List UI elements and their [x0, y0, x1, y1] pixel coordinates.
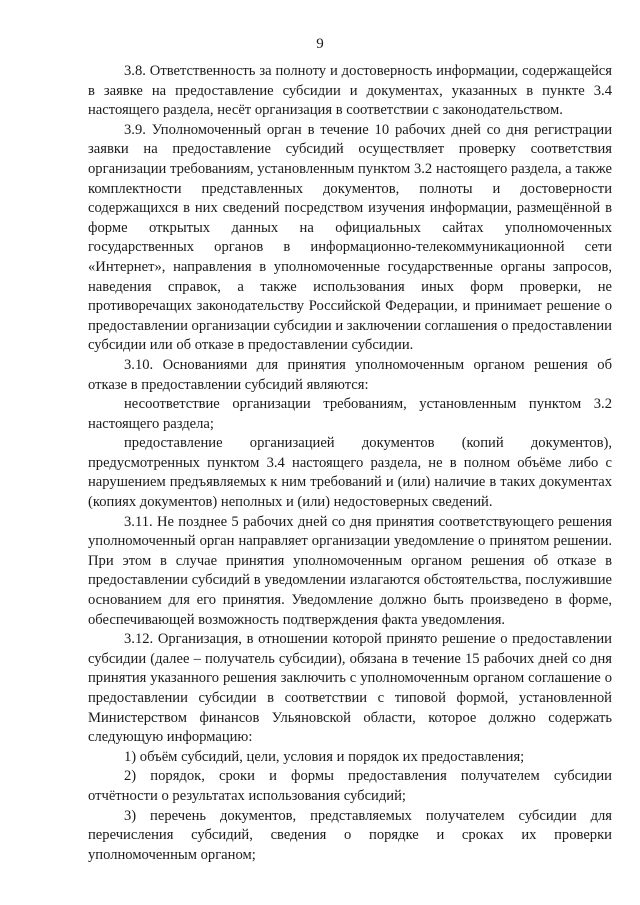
paragraph-3-12: 3.12. Организация, в отношении которой принято решение о предоставлении субсидии (далее – получатель субсидии), обязана в течение 15 рабочих дней со дня принятия указанного решения заключить с уполномоченным органом соглашение о предоставлении субсидии в соответствии с типовой формой, установленной Министерством финансов Ульяновской области, которое должно содержать следующую информацию:	[88, 631, 612, 746]
paragraph-3-10: 3.10. Основаниями для принятия уполномоченным органом решения об отказе в предоставлении субсидий являются:	[88, 356, 612, 393]
agreement-item-1: 1) объём субсидий, цели, условия и порядок их предоставления;	[124, 748, 525, 765]
page-number: 9	[316, 36, 324, 52]
paragraph-3-9: 3.9. Уполномоченный орган в течение 10 рабочих дней со дня регистрации заявки на предоставление субсидий осуществляет проверку соответствия организации требованиям, установленным пунктом 3.2 настоящего раздела, а также комплектности представленных документов, полноты и достоверности содержащихся в них сведений посредством изучения информации, размещённой в форме открытых данных на официальных сайтах уполномоченных государственных органов в информационно-телекоммуникационной сети «Интернет», направления в уполномоченные государственные органы запросов, наведения справок, а также использования иных форм проверки, не противоречащих законодательству Российской Федерации, и принимает решение о предоставлении организации субсидии и заключении соглашения о предоставлении субсидии или об отказе в предоставлении субсидии.	[88, 121, 612, 354]
paragraph-3-8: 3.8. Ответственность за полноту и достоверность информации, содержащейся в заявке на предоставление субсидии и документах, указанных в пункте 3.4 настоящего раздела, несёт организация в соответствии с законодательством.	[88, 63, 612, 119]
paragraph-3-11: 3.11. Не позднее 5 рабочих дней со дня принятия соответствующего решения уполномоченный орган направляет организации уведомление о принятом решении. При этом в случае принятия уполномоченным органом решения об отказе в предоставлении субсидий в уведомлении излагаются обстоятельства, послужившие основанием для его принятия. Уведомление должно быть произведено в форме, обеспечивающей возможность подтверждения факта уведомления.	[88, 513, 612, 628]
document-body	[88, 62, 612, 865]
agreement-item-3: 3) перечень документов, представляемых получателем субсидии для перечисления субсидий, сведения о порядке и сроках их проверки уполномоченным органом;	[88, 807, 612, 863]
refusal-ground-1: несоответствие организации требованиям, установленным пунктом 3.2 настоящего раздела;	[88, 396, 612, 432]
refusal-ground-2: предоставление организацией документов (копий документов), предусмотренных пунктом 3.4 настоящего раздела, не в полном объёме либо с нарушением предъявляемых к ним требований и (или) наличие в таких документах (копиях документов) неполных и (или) недостоверных сведений.	[88, 435, 612, 511]
agreement-item-2: 2) порядок, сроки и формы предоставления получателем субсидии отчётности о результатах использования субсидий;	[88, 768, 612, 804]
